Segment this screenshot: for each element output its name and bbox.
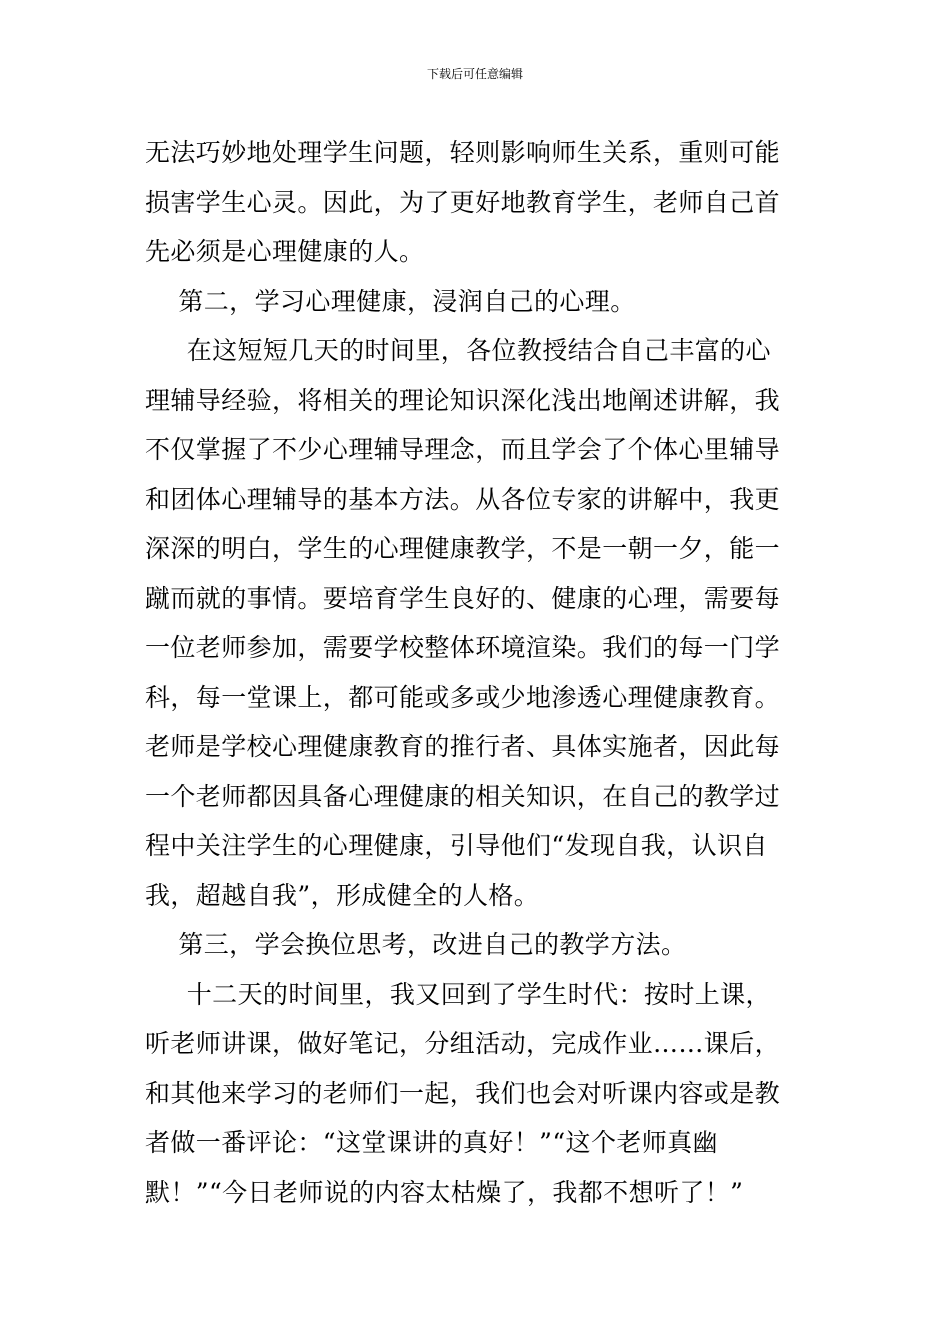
text-line: 我，超越自我”，形成健全的人格。 <box>145 880 540 910</box>
text-line: 者做一番评论：“这堂课讲的真好！”“这个老师真幽 <box>145 1128 718 1157</box>
text-line: 蹴而就的事情。要培育学生良好的、健康的心理，需要每 <box>145 583 781 613</box>
text-line: 损害学生心灵。因此，为了更好地教育学生，老师自己首 <box>145 187 781 217</box>
page-header: 下载后可任意编辑 <box>426 67 523 81</box>
text-line: 一个老师都因具备心理健康的相关知识，在自己的教学过 <box>145 781 781 811</box>
text-line: 不仅掌握了不少心理辅导理念，而且学会了个体心里辅导 <box>145 435 781 464</box>
text-line: 先必须是心理健康的人。 <box>145 237 425 266</box>
text-line: 理辅导经验，将相关的理论知识深化浅出地阐述讲解，我 <box>145 385 781 415</box>
text-line: 深深的明白，学生的心理健康教学，不是一朝一夕，能一 <box>145 534 781 563</box>
paragraph-first-line: 在这短短几天的时间里，各位教授结合自己丰富的心 <box>145 336 771 365</box>
section-heading: 第二，学习心理健康，浸润自己的心理。 <box>145 286 636 316</box>
text-line: 和其他来学习的老师们一起，我们也会对听课内容或是教 <box>145 1078 781 1108</box>
text-line: 无法巧妙地处理学生问题，轻则影响师生关系，重则可能 <box>145 138 781 167</box>
paragraph-first-line: 十二天的时间里，我又回到了学生时代：按时上课， <box>145 979 771 1009</box>
text-line: 听老师讲课，做好笔记，分组活动，完成作业……课后， <box>145 1029 781 1058</box>
text-line: 程中关注学生的心理健康，引导他们“发现自我，认识自 <box>145 831 768 860</box>
document-body <box>145 128 810 1217</box>
text-line: 和团体心理辅导的基本方法。从各位专家的讲解中，我更 <box>145 484 781 514</box>
text-line: 默！”“今日老师说的内容太枯燥了，我都不想听了！” <box>145 1177 744 1207</box>
section-heading: 第三，学会换位思考，改进自己的教学方法。 <box>145 930 687 959</box>
text-line: 老师是学校心理健康教育的推行者、具体实施者，因此每 <box>145 732 781 761</box>
text-line: 科，每一堂课上，都可能或多或少地渗透心理健康教育。 <box>145 682 781 712</box>
text-line: 一位老师参加，需要学校整体环境渲染。我们的每一门学 <box>145 633 781 662</box>
